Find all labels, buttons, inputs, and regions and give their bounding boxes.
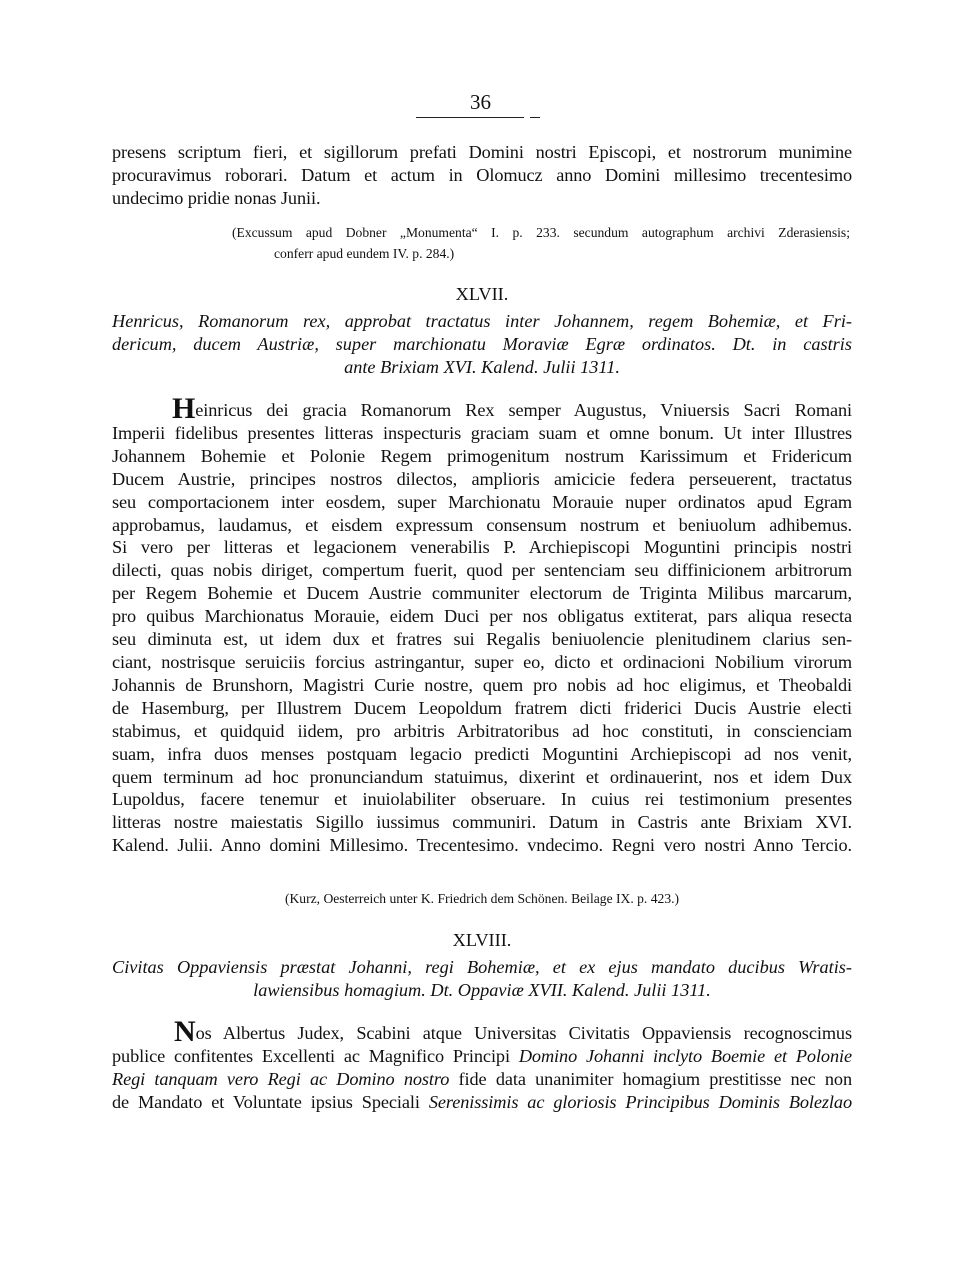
text-line: ciant, nostrisque seruiciis forcius astringantur, super eo, dicto et ordinacioni Nobilium virorum <box>112 651 852 672</box>
note-line: conferr apud eundem IV. p. 284.) <box>274 246 455 261</box>
intro-paragraph <box>112 141 852 210</box>
text-line: Kalend. Julii. Anno domini Millesimo. Trecentesimo. vndecimo. Regni vero nostri Anno Tercio. <box>112 835 852 856</box>
source-note <box>232 222 850 264</box>
text-line: seu diminuta est, ut idem dux et fratres sui Regalis beniuolencie plenitudinem clarius sen- <box>112 629 852 650</box>
text-line: approbamus, laudamus, et eisdem expressum consensum nostrum et beniuolum adhibemus. <box>112 514 852 535</box>
note-line: (Excussum apud Dobner „Monumenta“ I. p. 233. secundum autographum archivi Zderasiensis; <box>232 225 850 240</box>
document-body-xlvii <box>112 392 852 857</box>
italic-text: Serenissimis ac gloriosis Principibus Dominis Bolezlao <box>428 1091 852 1112</box>
text-line: stabimus, et quidquid iidem, pro arbitris Arbitratoribus ad hoc constituti, in conscienciam <box>112 720 852 741</box>
source-note: (Kurz, Oesterreich unter K. Friedrich dem Schönen. Beilage IX. p. 423.) <box>284 891 680 906</box>
italic-text: Regi tanquam vero Regi ac Domino nostro <box>112 1068 450 1089</box>
text-line: dilecti, quas nobis diriget, compertum fuerit, quod per sentenciam seu diffinicionem arbitrorum <box>112 560 852 581</box>
first-line <box>112 1015 852 1048</box>
text-line: pro quibus Marchionatus Morauie, eidem Duci per nos obligatus extiterat, pars aliqua resecta <box>112 606 852 627</box>
document-title-xlviii <box>112 956 852 1002</box>
document-title-xlvii <box>112 310 852 379</box>
text-line <box>112 1045 852 1068</box>
page-number: 36 <box>470 90 491 114</box>
text-line: suam, infra duos menses postquam legacio predicti Moguntini Archiepiscopi ad nos venit, <box>112 743 852 764</box>
header-rule <box>416 117 524 118</box>
drop-initial: N <box>174 1015 196 1048</box>
title-line: Civitas Oppaviensis præstat Johanni, regi Bohemiæ, et ex ejus mandato ducibus Wratis- <box>112 957 852 977</box>
title-line: Henricus, Romanorum rex, approbat tractatus inter Johannem, regem Bohemiæ, et Fri- <box>112 311 852 331</box>
document-body-xlviii <box>112 1015 852 1114</box>
text-line: Ducem Austrie, principes nostros dilectos, amplioris amicicie federa perseuerent, tractatus <box>112 468 852 489</box>
title-line: dericum, ducem Austriæ, super marchionatu Moraviæ Egræ ordinatos. Dt. in castris <box>112 334 852 354</box>
title-line: ante Brixiam XVI. Kalend. Julii 1311. <box>344 357 620 377</box>
text-line: de Hasemburg, per Illustrem Ducem Leopoldum fratrem dicti friderici Ducis Austrie electi <box>112 697 852 718</box>
text-line: Lupoldus, facere tenemur et inuiolabiliter obseruare. In cuius rei testimonium presentes <box>112 789 852 810</box>
drop-initial: H <box>172 392 196 425</box>
text-line: Johannem Bohemie et Polonie Regem primogenitum nostrum Karissimum et Fridericum <box>112 445 852 466</box>
text-line: undecimo pridie nonas Junii. <box>112 187 321 208</box>
first-line <box>112 392 852 425</box>
first-line-text: os Albertus Judex, Scabini atque Universitas Civitatis Oppaviensis recognoscimus <box>195 1023 852 1043</box>
first-line-text: einricus dei gracia Romanorum Rex semper Augustus, Vniuersis Sacri Romani <box>195 400 852 420</box>
italic-text: Domino Johanni inclyto Boemie et Polonie <box>518 1045 852 1066</box>
roman-text: de Mandato et Voluntate ipsius Speciali <box>112 1091 429 1112</box>
text-line: Johannis de Brunshorn, Magistri Curie nostre, quem pro nobis ad hoc eligimus, et Theobaldi <box>112 674 852 695</box>
text-line <box>112 1068 852 1091</box>
text-line: presens scriptum fieri, et sigillorum prefati Domini nostri Episcopi, et nostrorum munimine <box>112 142 852 162</box>
document-number-xlvii: XLVII. <box>455 284 509 304</box>
header-dash <box>530 117 540 118</box>
text-line: seu comportacionem inter eosdem, super Marchionatu Morauie nuper ordinatos apud Egram <box>112 491 852 512</box>
text-line <box>112 1091 852 1114</box>
text-line: quem terminum ad hoc pronunciandum statuimus, dixerint et ordinauerint, nos et idem Dux <box>112 766 852 787</box>
text-line: per Regem Bohemie et Ducem Austrie communiter electorum de Triginta Milibus marcarum, <box>112 583 852 604</box>
text-line: procuravimus roborari. Datum et actum in Olomucz anno Domini millesimo trecentesimo <box>112 164 852 185</box>
text-line: Si vero per litteras et legacionem venerabilis P. Archiepiscopi Moguntini principis nostri <box>112 537 852 558</box>
title-line: lawiensibus homagium. Dt. Oppaviæ XVII. Kalend. Julii 1311. <box>253 980 711 1000</box>
document-number-xlviii: XLVIII. <box>452 930 512 950</box>
text-line: litteras nostre maiestatis Sigillo iussimus communiri. Datum in Castris ante Brixiam XVI. <box>112 812 852 833</box>
roman-text: fide data unanimiter homagium prestitisse nec non <box>449 1068 852 1089</box>
text-line: Imperii fidelibus presentes litteras inspecturis graciam suam et omne bonum. Ut inter Illustres <box>112 422 852 443</box>
roman-text: publice confitentes Excellenti ac Magnifico Principi <box>112 1045 519 1066</box>
